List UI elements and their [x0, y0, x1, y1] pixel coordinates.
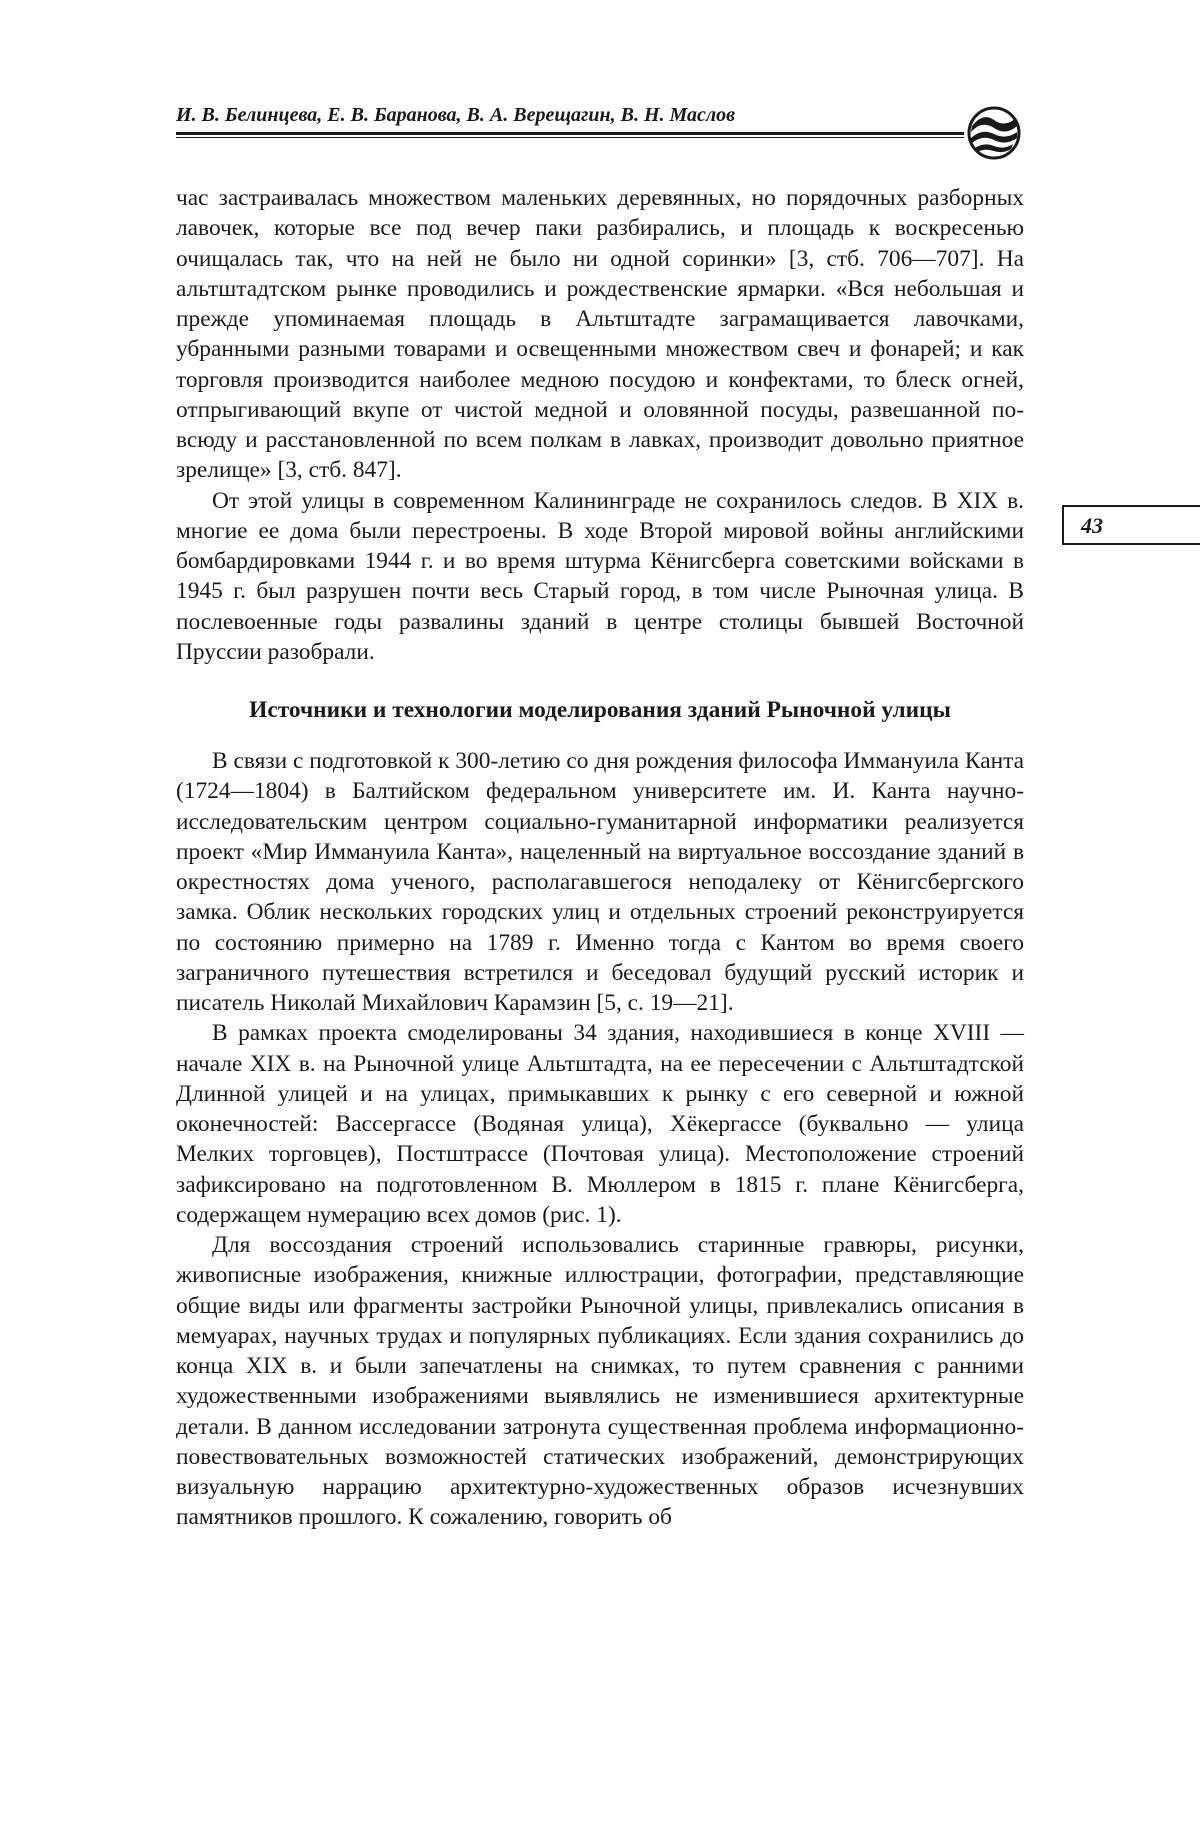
paragraph: час застраивалась множеством маленьких деревянных, но порядочных разборных лавочек, которые все под вечер паки разбирались, и площадь к воскресенью очищалась так, что на ней не было ни одной соринки» [3, стб. 706—707]. На альтштадтском рынке проводились и рождественские ярмарки. «Вся небольшая и прежде упоминаемая площадь в Альтштадте заграмащивается лавочками, убранными разными товарами и освещенными множеством свеч и фонарей; и как торговля производится наиболее медною посудою и конфектами, то блеск огней, отпрыгивающий вкупе от чистой медной и оловянной посуды, развешанной повсюду и расстановленной по всем полкам в лавках, производит довольно приятное зрелище» [3, стб. 847].: [176, 185, 1024, 484]
running-header: [176, 104, 1022, 144]
section-heading: Источники и технологии моделирования зданий Рыночной улицы: [249, 697, 951, 723]
page-number: 43: [1081, 513, 1103, 538]
paragraph: В связи с подготовкой к 300-летию со дня рождения философа Иммануила Канта (1724—1804) в Балтийском федеральном университете им. И. Канта научно-исследовательским центром социально-гуманитарной информатики реализуется проект «Мир Иммануила Канта», нацеленный на виртуальное воссоздание зданий в окрестностях дома ученого, располагавшегося неподалеку от Кёнигсбергского замка. Облик нескольких городских улиц и отдельных строений реконструируется по состоянию примерно на 1789 г. Именно тогда с Кантом во время своего заграничного путешествия встретился и беседовал будущий русский историк и писатель Николай Михайлович Карамзин [5, с. 19—21].: [176, 748, 1024, 1016]
article-body: [176, 183, 1024, 1533]
header-rule: [176, 132, 964, 139]
header-authors: И. В. Белинцева, Е. В. Баранова, В. А. Верещагин, В. Н. Маслов: [176, 104, 736, 126]
paragraph: В рамках проекта смоделированы 34 здания, находившиеся в конце XVIII — начале XIX в. на Рыночной улице Альтштадта, на ее пересечении с Альтштадтской Длинной улицей и на улицах, примыкавших к рынку с его северной и южной оконечностей: Вассергассе (Водяная улица), Хёкергассе (буквально — улица Мелких торговцев), Постштрассе (Почтовая улица). Местоположение строений зафиксировано на подготовленном В. Мюллером в 1815 г. плане Кёнигсберга, содержащем нумерацию всех домов (рис. 1).: [176, 1020, 1024, 1228]
paragraph: Для воссоздания строений использовались старинные гравюры, рисунки, живописные изображения, книжные иллюстрации, фотографии, представляющие общие виды или фрагменты застройки Рыночной улицы, привлекались описания в мемуарах, научных трудах и популярных публикациях. Если здания сохранились до конца XIX в. и были запечатлены на снимках, то путем сравнения с ранними художественными изображениями выявлялись не изменившиеся архитектурные детали. В данном исследовании затронута существенная проблема информационно-повествовательных возможностей статических изображений, демонстрирующих визуальную наррацию архитектурно-художественных образов исчезнувших памятников прошлого. К сожалению, говорить об: [176, 1232, 1024, 1531]
paragraph: От этой улицы в современном Калининграде не сохранилось следов. В XIX в. многие ее дома были перестроены. В ходе Второй мировой войны английскими бомбардировками 1944 г. и во время штурма Кёнигсберга советскими войсками в 1945 г. был разрушен почти весь Старый город, в том числе Рыночная улица. В послевоенные годы развалины зданий в центре столицы бывшей Восточной Пруссии разобрали.: [176, 487, 1024, 665]
journal-wave-logo-icon: [966, 104, 1022, 162]
page-number-tab: [1062, 505, 1200, 545]
